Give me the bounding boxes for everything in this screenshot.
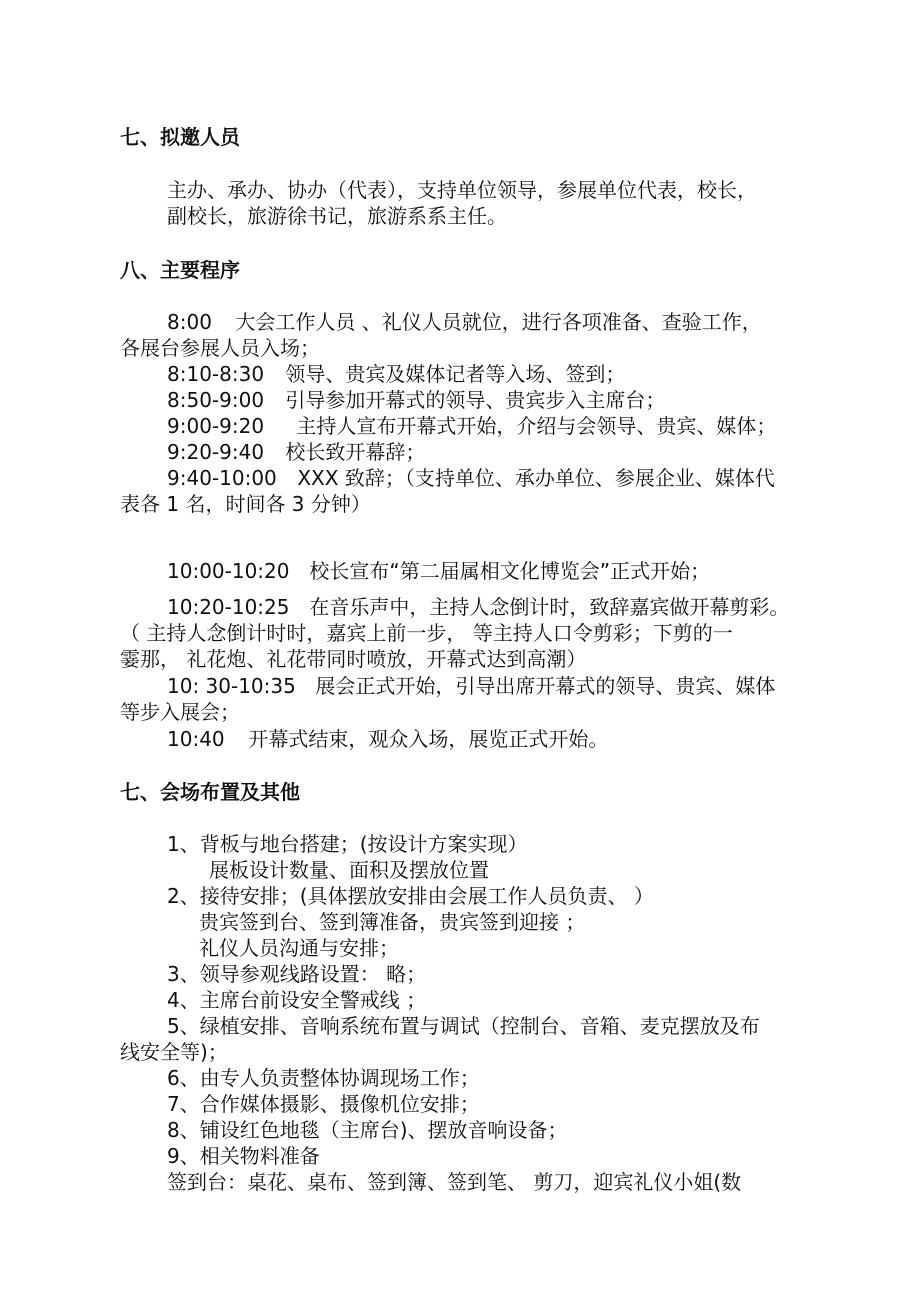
schedule-item bbox=[167, 594, 789, 620]
list-item: 3、领导参观线路设置： 略； bbox=[167, 962, 427, 986]
list-item-continuation: 线安全等)； bbox=[120, 1040, 228, 1064]
schedule-text: 引导参加开幕式的领导、贵宾步入主席台； bbox=[285, 388, 666, 412]
schedule-time: 8:10-8:30 bbox=[167, 362, 265, 386]
schedule-time: 8:00 bbox=[167, 310, 212, 334]
schedule-text: 大会工作人员 、礼仪人员就位，进行各项准备、查验工作， bbox=[235, 310, 762, 334]
schedule-item bbox=[167, 387, 665, 413]
list-item: 6、由专人负责整体协调现场工作； bbox=[167, 1066, 480, 1090]
schedule-text: 开幕式结束，观众入场，展览正式开始。 bbox=[248, 727, 609, 751]
list-subitem: 贵宾签到台、签到簿准备，贵宾签到迎接 ； bbox=[199, 910, 586, 934]
schedule-continuation: 各展台参展人员入场； bbox=[120, 336, 320, 360]
schedule-text: XXX 致辞；（支持单位、承办单位、参展企业、媒体代 bbox=[297, 466, 775, 490]
schedule-item bbox=[167, 361, 625, 387]
list-item: 8、铺设红色地毯（主席台)、摆放音响设备； bbox=[167, 1118, 568, 1142]
schedule-time: 10:40 bbox=[167, 727, 225, 751]
schedule-item bbox=[167, 309, 762, 335]
schedule-text: 领导、贵宾及媒体记者等入场、签到； bbox=[285, 362, 626, 386]
list-item: 7、合作媒体摄影、摄像机位安排； bbox=[167, 1092, 480, 1116]
schedule-item bbox=[167, 726, 608, 752]
list-item: 5、绿植安排、音响系统布置与调试（控制台、音箱、麦克摆放及布 bbox=[167, 1014, 760, 1038]
paragraph-line: 副校长，旅游徐书记，旅游系系主任。 bbox=[167, 204, 507, 228]
schedule-continuation: 霎那， 礼花炮、礼花带同时喷放，开幕式达到高潮） bbox=[120, 647, 587, 671]
section-heading-program: 八、主要程序 bbox=[120, 258, 240, 282]
schedule-continuation: 等步入展会； bbox=[120, 700, 240, 724]
list-item: 4、主席台前设安全警戒线 ； bbox=[167, 988, 427, 1012]
list-subitem: 礼仪人员沟通与安排； bbox=[199, 936, 399, 960]
schedule-time: 8:50-9:00 bbox=[167, 388, 265, 412]
schedule-text: 校长宣布“第二届属相文化博览会”正式开始； bbox=[309, 559, 711, 583]
list-item: 2、接待安排；(具体摆放安排由会展工作人员负责、 ） bbox=[167, 884, 654, 908]
section-heading-venue: 七、会场布置及其他 bbox=[120, 780, 300, 804]
schedule-text: 展会正式开始，引导出席开幕式的领导、贵宾、媒体 bbox=[315, 674, 776, 698]
list-item: 9、相关物料准备 bbox=[167, 1144, 320, 1168]
schedule-time: 10: 30-10:35 bbox=[167, 674, 296, 698]
schedule-text: 校长致开幕辞； bbox=[285, 440, 426, 464]
schedule-time: 10:00-10:20 bbox=[167, 559, 290, 583]
section-heading-invitees: 七、拟邀人员 bbox=[120, 125, 240, 149]
schedule-item bbox=[167, 673, 775, 699]
list-item: 签到台：桌花、桌布、签到簿、签到笔、 剪刀，迎宾礼仪小姐(数 bbox=[167, 1170, 742, 1194]
schedule-text: 主持人宣布开幕式开始，介绍与会领导、贵宾、媒体； bbox=[296, 414, 777, 438]
schedule-time: 9:40-10:00 bbox=[167, 466, 277, 490]
schedule-continuation: （ 主持人念倒计时时，嘉宾上前一步， 等主持人口令剪彩；下剪的一 bbox=[120, 621, 733, 645]
schedule-continuation: 表各 1 名，时间各 3 分钟） bbox=[120, 492, 371, 516]
schedule-time: 10:20-10:25 bbox=[167, 595, 290, 619]
paragraph-line: 主办、承办、协办（代表），支持单位领导，参展单位代表，校长， bbox=[167, 178, 757, 202]
schedule-item bbox=[167, 439, 425, 465]
schedule-item bbox=[167, 558, 710, 584]
list-item: 1、背板与地台搭建；(按设计方案实现） bbox=[167, 832, 528, 856]
schedule-time: 9:00-9:20 bbox=[167, 414, 265, 438]
schedule-text: 在音乐声中，主持人念倒计时，致辞嘉宾做开幕剪彩。 bbox=[309, 595, 790, 619]
schedule-item bbox=[167, 465, 775, 491]
schedule-time: 9:20-9:40 bbox=[167, 440, 265, 464]
list-subitem: 展板设计数量、面积及摆放位置 bbox=[209, 858, 489, 882]
schedule-item bbox=[167, 413, 776, 439]
